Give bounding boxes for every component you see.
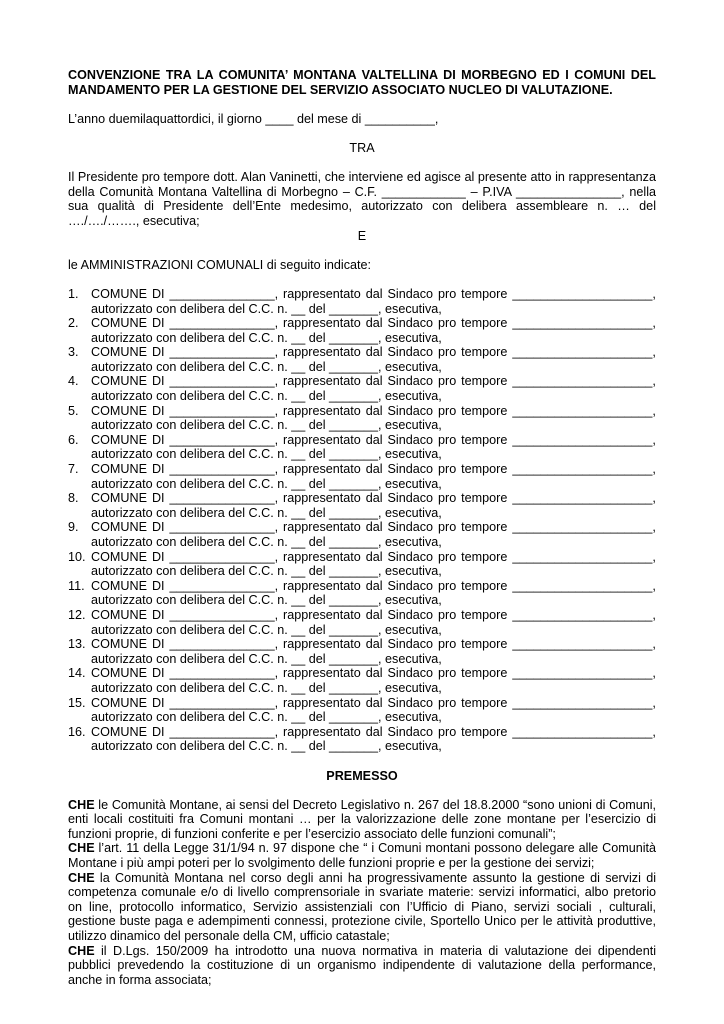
comune-number: 10. <box>68 549 86 564</box>
comune-line-2: autorizzato con delibera del C.C. n. __ del _______, esecutiva, <box>91 330 442 345</box>
comune-word: _______________, <box>169 491 279 506</box>
comune-word: tempore <box>461 637 508 652</box>
comune-number: 6. <box>68 432 79 447</box>
comune-number: 8. <box>68 491 79 506</box>
comune-word: rappresentato <box>283 520 361 535</box>
comune-number: 13. <box>68 637 86 652</box>
comune-word: DI <box>151 549 165 564</box>
comune-word: ____________________, <box>512 374 656 389</box>
che-text: l’art. 11 della Legge 31/1/94 n. 97 dispone che “ i Comuni montani possono delegare alle Comunità Montane i più ampi poteri per lo svolgimento delle funzioni proprie e per la gestione dei servizi; <box>68 841 656 871</box>
comune-word: pro <box>438 432 457 447</box>
comune-line-1 <box>91 374 656 389</box>
comune-word: dal <box>365 491 383 506</box>
comune-word: Sindaco <box>387 637 434 652</box>
comune-word: tempore <box>461 549 508 564</box>
comune-word: dal <box>365 666 383 681</box>
comune-word: COMUNE <box>91 316 147 331</box>
comune-word: ____________________, <box>512 695 656 710</box>
comune-word: Sindaco <box>387 432 434 447</box>
comune-word: _______________, <box>169 607 279 622</box>
comune-item <box>68 579 656 608</box>
comune-word: tempore <box>461 345 508 360</box>
che-text: la Comunità Montana nel corso degli anni ha progressivamente assunto la gestione di servizi di competenza comunale e/o di livello comprensoriale in svariate materie: servizi informatici, albo pretorio on line, protocollo informatico, Servizio assistenziali con l’Ufficio di Piano, servizi sociali , culturali, gestione buste paga e adempimenti connessi, protezione civile, Sportello Unico per le attività produttive, utilizzo dinamico del personale della CM, ufficio catastale; <box>68 870 656 944</box>
che-label: CHE <box>68 797 95 812</box>
comune-number: 14. <box>68 666 86 681</box>
comune-word: rappresentato <box>283 578 361 593</box>
comune-word: tempore <box>461 286 508 301</box>
comune-word: tempore <box>461 695 508 710</box>
comune-word: DI <box>151 695 165 710</box>
comune-line-2: autorizzato con delibera del C.C. n. __ del _______, esecutiva, <box>91 359 442 374</box>
comune-word: pro <box>438 316 457 331</box>
comune-line-1 <box>91 316 656 331</box>
comune-word: COMUNE <box>91 724 147 739</box>
comune-number: 3. <box>68 345 79 360</box>
comune-line-2: autorizzato con delibera del C.C. n. __ del _______, esecutiva, <box>91 418 442 433</box>
comune-line-1 <box>91 637 656 652</box>
e-heading: E <box>357 228 367 243</box>
comune-word: Sindaco <box>387 607 434 622</box>
comune-word: Sindaco <box>387 578 434 593</box>
comune-word: pro <box>438 374 457 389</box>
che-clause <box>68 798 656 842</box>
comune-number: 9. <box>68 520 79 535</box>
che-label: CHE <box>68 841 95 856</box>
comune-word: ____________________, <box>512 520 656 535</box>
comune-word: rappresentato <box>283 695 361 710</box>
comune-line-1 <box>91 287 656 302</box>
comuni-list <box>68 287 656 754</box>
comune-item <box>68 345 656 374</box>
comune-word: pro <box>438 345 457 360</box>
comune-word: DI <box>151 316 165 331</box>
comune-word: rappresentato <box>283 403 361 418</box>
comune-word: Sindaco <box>387 695 434 710</box>
comune-line-2: autorizzato con delibera del C.C. n. __ del _______, esecutiva, <box>91 389 442 404</box>
comune-word: rappresentato <box>283 462 361 477</box>
comune-word: _______________, <box>169 695 279 710</box>
comune-word: rappresentato <box>283 637 361 652</box>
comune-word: _______________, <box>169 374 279 389</box>
president-paragraph: Il Presidente pro tempore dott. Alan Vaninetti, che interviene ed agisce al presente atto in rappresentanza della Comunità Montana Valtellina di Morbegno – C.F. ____________ – P.IVA _______________, nella sua qualità di Presidente dell’Ente medesimo, autorizzato con delibera assembleare n. … del …./…./……., esecutiva; <box>68 170 656 228</box>
comune-word: _______________, <box>169 432 279 447</box>
comune-word: rappresentato <box>283 432 361 447</box>
comune-line-1 <box>91 696 656 711</box>
comune-word: dal <box>365 724 383 739</box>
comune-word: Sindaco <box>387 374 434 389</box>
comune-word: Sindaco <box>387 345 434 360</box>
comune-word: tempore <box>461 432 508 447</box>
comune-number: 1. <box>68 286 79 301</box>
comune-word: _______________, <box>169 316 279 331</box>
comune-word: ____________________, <box>512 607 656 622</box>
comune-word: DI <box>151 666 165 681</box>
comune-item <box>68 520 656 549</box>
comune-number: 11. <box>68 578 85 593</box>
che-clause <box>68 944 656 988</box>
comune-word: COMUNE <box>91 637 147 652</box>
comune-word: dal <box>365 403 383 418</box>
comune-word: DI <box>151 462 165 477</box>
comune-line-2: autorizzato con delibera del C.C. n. __ del _______, esecutiva, <box>91 447 442 462</box>
comune-item <box>68 462 656 491</box>
comune-word: rappresentato <box>283 286 361 301</box>
comune-word: rappresentato <box>283 666 361 681</box>
comune-word: DI <box>151 286 165 301</box>
comune-number: 12. <box>68 607 86 622</box>
opening-line: L’anno duemilaquattordici, il giorno ____ del mese di __________, <box>68 111 439 126</box>
comune-word: _______________, <box>169 724 279 739</box>
comune-word: DI <box>151 432 165 447</box>
comune-word: rappresentato <box>283 549 361 564</box>
comune-word: pro <box>438 520 457 535</box>
comune-item <box>68 725 656 754</box>
comune-word: COMUNE <box>91 432 147 447</box>
comune-item <box>68 608 656 637</box>
che-clause <box>68 871 656 944</box>
comune-word: ____________________, <box>512 286 656 301</box>
comune-line-1 <box>91 550 656 565</box>
comune-word: _______________, <box>169 403 279 418</box>
comune-word: pro <box>438 578 457 593</box>
comune-word: ____________________, <box>512 403 656 418</box>
comune-word: rappresentato <box>283 374 361 389</box>
che-label: CHE <box>68 870 95 885</box>
comune-word: ____________________, <box>512 462 656 477</box>
comune-word: dal <box>365 345 383 360</box>
comune-line-2: autorizzato con delibera del C.C. n. __ del _______, esecutiva, <box>91 739 442 754</box>
comune-line-2: autorizzato con delibera del C.C. n. __ del _______, esecutiva, <box>91 593 442 608</box>
comune-word: tempore <box>461 607 508 622</box>
comune-line-2: autorizzato con delibera del C.C. n. __ del _______, esecutiva, <box>91 680 442 695</box>
comune-word: pro <box>438 403 457 418</box>
comune-line-1 <box>91 579 656 594</box>
comune-word: pro <box>438 724 457 739</box>
comune-word: COMUNE <box>91 578 147 593</box>
comune-word: rappresentato <box>283 607 361 622</box>
comune-word: tempore <box>461 491 508 506</box>
che-text: il D.Lgs. 150/2009 ha introdotto una nuova normativa in materia di valutazione dei dipendenti pubblici prevedendo la costituzione di un organismo indipendente di valutazione della performance, anche in forma associata; <box>68 943 656 987</box>
comune-word: Sindaco <box>387 724 434 739</box>
comune-word: COMUNE <box>91 666 147 681</box>
comune-item <box>68 316 656 345</box>
comune-word: pro <box>438 462 457 477</box>
comune-word: rappresentato <box>283 316 361 331</box>
comune-item <box>68 666 656 695</box>
comune-word: dal <box>365 316 383 331</box>
comune-line-2: autorizzato con delibera del C.C. n. __ del _______, esecutiva, <box>91 710 442 725</box>
comune-word: Sindaco <box>387 462 434 477</box>
comune-word: _______________, <box>169 666 279 681</box>
comune-item <box>68 404 656 433</box>
comune-word: DI <box>151 578 165 593</box>
comune-word: COMUNE <box>91 462 147 477</box>
comune-word: DI <box>151 520 165 535</box>
comune-word: Sindaco <box>387 286 434 301</box>
comune-word: pro <box>438 695 457 710</box>
che-clause <box>68 841 656 870</box>
comune-word: dal <box>365 374 383 389</box>
comune-word: pro <box>438 607 457 622</box>
comune-item <box>68 433 656 462</box>
comune-number: 2. <box>68 316 79 331</box>
comune-line-2: autorizzato con delibera del C.C. n. __ del _______, esecutiva, <box>91 622 442 637</box>
comune-word: DI <box>151 403 165 418</box>
comune-word: Sindaco <box>387 403 434 418</box>
comune-item <box>68 374 656 403</box>
comune-item <box>68 696 656 725</box>
comune-line-2: autorizzato con delibera del C.C. n. __ del _______, esecutiva, <box>91 505 442 520</box>
comune-word: tempore <box>461 666 508 681</box>
comune-word: tempore <box>461 403 508 418</box>
comune-word: tempore <box>461 462 508 477</box>
comune-word: _______________, <box>169 345 279 360</box>
comune-word: tempore <box>461 578 508 593</box>
comune-word: Sindaco <box>387 549 434 564</box>
premesso-clauses <box>68 798 656 988</box>
che-label: CHE <box>68 943 95 958</box>
comune-word: dal <box>365 695 383 710</box>
comune-word: DI <box>151 345 165 360</box>
comune-line-2: autorizzato con delibera del C.C. n. __ del _______, esecutiva, <box>91 476 442 491</box>
comune-word: tempore <box>461 520 508 535</box>
comune-word: _______________, <box>169 549 279 564</box>
comune-word: ____________________, <box>512 578 656 593</box>
comune-word: dal <box>365 286 383 301</box>
comune-line-2: autorizzato con delibera del C.C. n. __ del _______, esecutiva, <box>91 651 442 666</box>
comune-word: dal <box>365 578 383 593</box>
comune-line-1 <box>91 608 656 623</box>
comune-number: 4. <box>68 374 79 389</box>
comune-word: _______________, <box>169 286 279 301</box>
comune-line-1 <box>91 345 656 360</box>
comune-line-2: autorizzato con delibera del C.C. n. __ del _______, esecutiva, <box>91 535 442 549</box>
comune-word: DI <box>151 637 165 652</box>
document-title: CONVENZIONE TRA LA COMUNITA’ MONTANA VALTELLINA DI MORBEGNO ED I COMUNI DEL MANDAMENTO PER LA GESTIONE DEL SERVIZIO ASSOCIATO NUCLEO DI VALUTAZIONE. <box>68 68 656 97</box>
comune-word: rappresentato <box>283 345 361 360</box>
comune-number: 16. <box>68 724 86 739</box>
comune-word: rappresentato <box>283 724 361 739</box>
comune-number: 5. <box>68 403 79 418</box>
comune-word: dal <box>365 637 383 652</box>
comune-word: tempore <box>461 724 508 739</box>
comune-word: pro <box>438 637 457 652</box>
comune-word: COMUNE <box>91 491 147 506</box>
comune-word: ____________________, <box>512 432 656 447</box>
comune-word: DI <box>151 374 165 389</box>
comune-word: ____________________, <box>512 666 656 681</box>
amministrazioni-line: le AMMINISTRAZIONI COMUNALI di seguito indicate: <box>68 257 372 272</box>
che-text: le Comunità Montane, ai sensi del Decreto Legislativo n. 267 del 18.8.2000 “sono unioni di Comuni, enti locali costituiti fra Comuni montani … per la valorizzazione delle zone montane per l’esercizio di funzioni proprie, di funzioni conferite e per l’esercizio associato delle funzioni comunali”; <box>68 797 656 841</box>
comune-word: dal <box>365 520 383 535</box>
comune-word: COMUNE <box>91 345 147 360</box>
comune-word: COMUNE <box>91 607 147 622</box>
comune-line-2: autorizzato con delibera del C.C. n. __ del _______, esecutiva, <box>91 301 442 316</box>
comune-number: 15. <box>68 695 86 710</box>
comune-line-1 <box>91 462 656 477</box>
comune-line-1 <box>91 725 656 740</box>
comune-word: _______________, <box>169 462 279 477</box>
comune-word: COMUNE <box>91 403 147 418</box>
comune-word: tempore <box>461 374 508 389</box>
comune-word: COMUNE <box>91 374 147 389</box>
comune-word: pro <box>438 549 457 564</box>
comune-word: dal <box>365 432 383 447</box>
comune-word: _______________, <box>169 578 279 593</box>
comune-line-1 <box>91 666 656 681</box>
comune-word: Sindaco <box>387 491 434 506</box>
comune-word: rappresentato <box>283 491 361 506</box>
comune-word: ____________________, <box>512 316 656 331</box>
comune-line-1 <box>91 433 656 448</box>
comune-word: Sindaco <box>387 520 434 535</box>
comune-item <box>68 491 656 520</box>
comune-word: Sindaco <box>387 316 434 331</box>
comune-word: tempore <box>461 316 508 331</box>
comune-word: DI <box>151 607 165 622</box>
comune-word: dal <box>365 549 383 564</box>
premesso-heading: PREMESSO <box>326 768 398 783</box>
comune-line-1 <box>91 491 656 506</box>
comune-word: pro <box>438 491 457 506</box>
comune-word: dal <box>365 462 383 477</box>
comune-word: DI <box>151 491 165 506</box>
document-body <box>68 68 656 987</box>
comune-word: COMUNE <box>91 549 147 564</box>
comune-line-1 <box>91 520 656 535</box>
comune-word: ____________________, <box>512 724 656 739</box>
comune-item <box>68 550 656 579</box>
comune-word: COMUNE <box>91 286 147 301</box>
comune-item <box>68 287 656 316</box>
comune-word: pro <box>438 666 457 681</box>
comune-word: ____________________, <box>512 637 656 652</box>
comune-word: dal <box>365 607 383 622</box>
comune-line-1 <box>91 404 656 419</box>
comune-word: DI <box>151 724 165 739</box>
comune-word: ____________________, <box>512 549 656 564</box>
comune-word: _______________, <box>169 520 279 535</box>
comune-word: _______________, <box>169 637 279 652</box>
comune-item <box>68 637 656 666</box>
comune-word: ____________________, <box>512 491 656 506</box>
comune-word: Sindaco <box>387 666 434 681</box>
tra-heading: TRA <box>349 140 375 155</box>
comune-word: pro <box>438 286 457 301</box>
comune-word: ____________________, <box>512 345 656 360</box>
comune-line-2: autorizzato con delibera del C.C. n. __ del _______, esecutiva, <box>91 564 442 579</box>
comune-word: COMUNE <box>91 695 147 710</box>
comune-word: COMUNE <box>91 520 147 535</box>
comune-number: 7. <box>68 462 79 477</box>
